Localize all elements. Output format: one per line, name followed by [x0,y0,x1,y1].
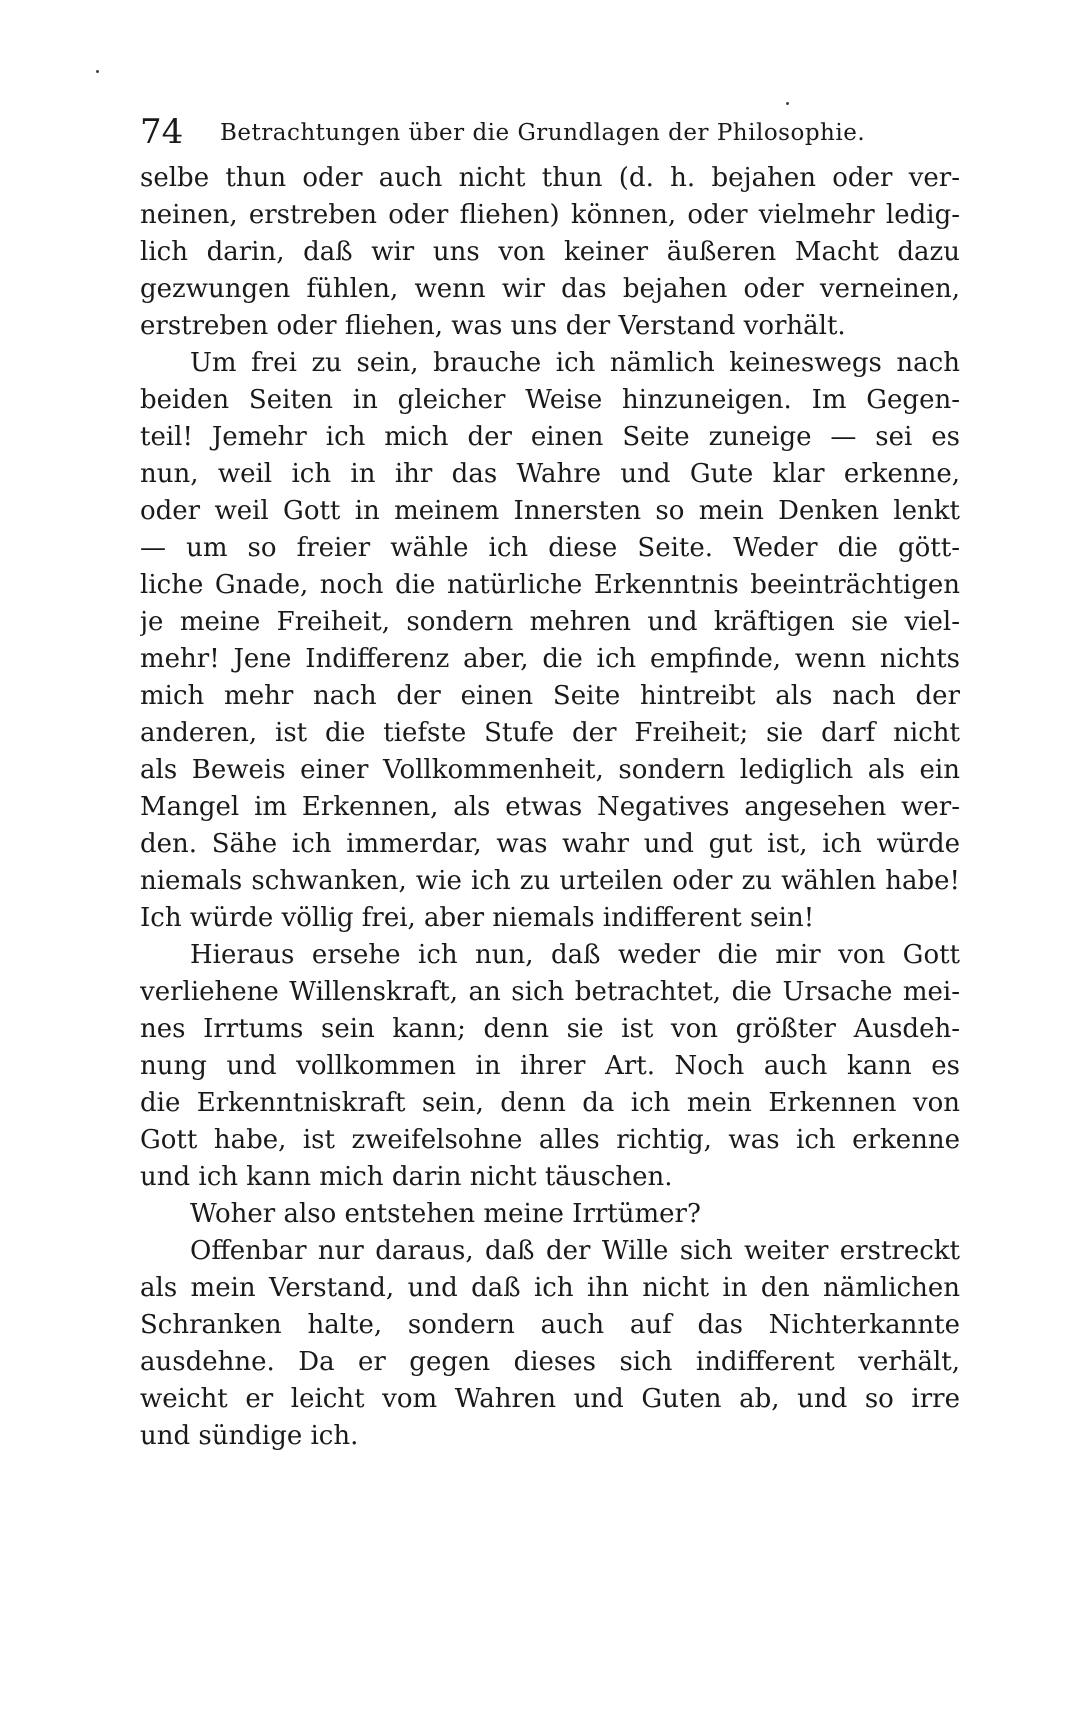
text-line: und ich kann mich darin nicht täuschen. [140,1162,673,1192]
text-line: je meine Freiheit, sondern mehren und kräftigen sie viel- [140,607,960,637]
paragraph-start: Um frei zu sein, brauche ich nämlich keineswegs nach [190,348,960,378]
text-line: Schranken halte, sondern auch auf das Nichterkannte [140,1310,960,1340]
page-header [140,112,960,152]
text-line: selbe thun oder auch nicht thun (d. h. bejahen oder ver- [140,163,960,193]
text-line: Gott habe, ist zweifelsohne alles richtig, was ich erkenne [140,1125,960,1155]
text-line: Ich würde völlig frei, aber niemals indifferent sein! [140,903,815,933]
paper-speck [96,70,99,73]
text-line: als mein Verstand, und daß ich ihn nicht in den nämlichen [140,1273,960,1303]
text-line: neinen, erstreben oder fliehen) können, oder vielmehr ledig- [140,200,960,230]
text-line: verliehene Willenskraft, an sich betrachtet, die Ursache mei- [140,977,960,1007]
text-line: nes Irrtums sein kann; denn sie ist von größter Ausdeh- [140,1014,960,1044]
text-line: Mangel im Erkennen, als etwas Negatives angesehen wer- [140,792,960,822]
text-line: weicht er leicht vom Wahren und Guten ab, und so irre [140,1384,960,1414]
text-line: lich darin, daß wir uns von keiner äußeren Macht dazu [140,237,960,267]
text-line: teil! Jemehr ich mich der einen Seite zuneige — sei es [140,422,960,452]
text-line: mich mehr nach der einen Seite hintreibt als nach der [140,681,960,711]
paper-speck [786,102,789,105]
running-title: Betrachtungen über die Grundlagen der Philosophie. [220,120,866,146]
text-line: den. Sähe ich immerdar, was wahr und gut ist, ich würde [140,829,960,859]
text-line: anderen, ist die tiefste Stufe der Freiheit; sie darf nicht [140,718,960,748]
text-line: nun, weil ich in ihr das Wahre und Gute klar erkenne, [140,459,960,489]
paragraph-start: Hieraus ersehe ich nun, daß weder die mir von Gott [190,940,960,970]
text-line: beiden Seiten in gleicher Weise hinzuneigen. Im Gegen- [140,385,960,415]
text-line: mehr! Jene Indifferenz aber, die ich empfinde, wenn nichts [140,644,960,674]
text-line: — um so freier wähle ich diese Seite. Weder die gött- [140,533,960,563]
paragraph-start: Woher also entstehen meine Irrtümer? [190,1199,701,1229]
text-line: ausdehne. Da er gegen dieses sich indifferent verhält, [140,1347,960,1377]
text-line: nung und vollkommen in ihrer Art. Noch auch kann es [140,1051,960,1081]
paragraph-start: Offenbar nur daraus, daß der Wille sich weiter erstreckt [190,1236,960,1266]
page-number: 74 [140,112,184,152]
body-text [140,160,960,1455]
text-line: oder weil Gott in meinem Innersten so mein Denken lenkt [140,496,960,526]
text-line: und sündige ich. [140,1421,359,1451]
text-line: erstreben oder fliehen, was uns der Verstand vorhält. [140,311,846,341]
text-line: die Erkenntniskraft sein, denn da ich mein Erkennen von [140,1088,960,1118]
text-line: gezwungen fühlen, wenn wir das bejahen oder verneinen, [140,274,960,304]
text-line: niemals schwanken, wie ich zu urteilen oder zu wählen habe! [140,866,960,896]
text-line: liche Gnade, noch die natürliche Erkenntnis beeinträchtigen [140,570,960,600]
text-line: als Beweis einer Vollkommenheit, sondern lediglich als ein [140,755,960,785]
